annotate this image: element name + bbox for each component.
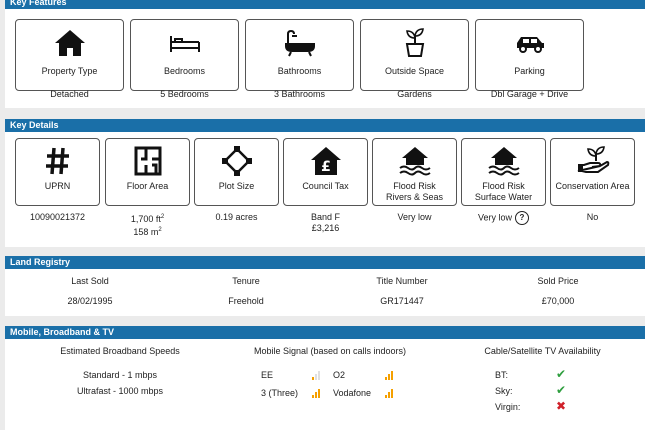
- o2-signal-icon: [385, 370, 395, 380]
- parking-card: [475, 19, 584, 91]
- plot-size-value: 0.19 acres: [215, 212, 258, 222]
- sold-price-header: Sold Price: [537, 276, 579, 286]
- flood-rivers-card: [372, 138, 457, 206]
- signal-bar: [315, 374, 317, 380]
- broadband-standard: Standard - 1 mbps: [82, 370, 158, 380]
- flood-rivers-label: [373, 181, 456, 203]
- floor-area-label: Floor Area: [126, 181, 169, 191]
- signal-bar: [315, 392, 317, 398]
- flood-rivers-label-1: Flood Risk: [393, 181, 436, 191]
- signal-bar: [391, 389, 393, 398]
- three-signal-icon: [312, 388, 322, 398]
- council-tax-band: Band F: [310, 212, 341, 222]
- bathrooms-card: [245, 19, 354, 91]
- house-pound-icon: [284, 145, 367, 177]
- property-type-value: Detached: [50, 89, 89, 99]
- signal-bar: [385, 377, 387, 380]
- floor-plan-icon: [106, 145, 189, 177]
- flood-house-icon: [373, 145, 456, 177]
- flood-surface-card: [461, 138, 546, 206]
- council-tax-amount: £3,216: [311, 223, 340, 233]
- mobile-section: [5, 339, 645, 430]
- tv-provider-virgin: Virgin:: [495, 402, 521, 412]
- flood-rivers-label-2: Rivers & Seas: [385, 192, 444, 202]
- property-type-card: [15, 19, 124, 91]
- bt-check-icon: ✔: [556, 367, 567, 381]
- signal-header: Mobile Signal (based on calls indoors): [253, 346, 407, 356]
- conservation-card: [550, 138, 635, 206]
- flood-rivers-value: Very low: [397, 212, 432, 222]
- vodafone-signal-icon: [385, 388, 395, 398]
- virgin-cross-icon: ✖: [556, 399, 567, 413]
- flood-surface-value: [461, 211, 546, 225]
- flood-surface-label-1: Flood Risk: [482, 181, 525, 191]
- plot-size-label: Plot Size: [218, 181, 255, 191]
- council-tax-card: [283, 138, 368, 206]
- broadband-header: Estimated Broadband Speeds: [60, 346, 180, 356]
- key-details-header: [5, 119, 645, 132]
- conservation-value: No: [586, 212, 599, 222]
- floor-area-card: [105, 138, 190, 206]
- sold-price-value: £70,000: [541, 296, 575, 306]
- signal-bar: [388, 374, 390, 380]
- mobile-title: Mobile, Broadband & TV: [10, 327, 115, 337]
- bedrooms-card: [130, 19, 239, 91]
- plot-size-card: [194, 138, 279, 206]
- council-tax-label: Council Tax: [302, 181, 349, 191]
- land-registry-header: [5, 256, 645, 269]
- signal-bar: [391, 371, 393, 380]
- hand-plant-icon: [551, 145, 634, 177]
- flood-surface-label: [462, 181, 545, 203]
- hash-icon: [16, 145, 99, 177]
- bathrooms-value: 3 Bathrooms: [273, 89, 326, 99]
- bedrooms-value: 5 Bedrooms: [160, 89, 209, 99]
- bathtub-icon: [246, 28, 353, 60]
- signal-bar: [312, 395, 314, 398]
- conservation-label: Conservation Area: [555, 181, 630, 191]
- title-number-value: GR171447: [380, 296, 424, 306]
- bed-icon: [131, 28, 238, 60]
- parking-label: Parking: [514, 66, 545, 76]
- title-number-header: Title Number: [376, 276, 428, 286]
- floor-area-sqft-sup: 2: [160, 214, 165, 220]
- uprn-value: 10090021372: [29, 212, 86, 222]
- outside-space-value: Gardens: [397, 89, 432, 99]
- operator-ee: EE: [261, 370, 274, 380]
- key-details-title: Key Details: [10, 120, 59, 130]
- key-details-section: [5, 132, 645, 247]
- house-icon: [16, 28, 123, 60]
- uprn-card: [15, 138, 100, 206]
- operator-three: 3 (Three): [261, 388, 299, 398]
- bathrooms-label: Bathrooms: [277, 66, 322, 76]
- last-sold-value: 28/02/1995: [67, 296, 113, 306]
- signal-bar: [388, 392, 390, 398]
- sky-check-icon: ✔: [556, 383, 567, 397]
- key-features-header: [5, 0, 645, 9]
- parking-value: Dbl Garage + Drive: [490, 89, 569, 99]
- tenure-header: Tenure: [232, 276, 260, 286]
- mobile-header: [5, 326, 645, 339]
- svg-text:£: £: [320, 159, 331, 175]
- signal-bar: [385, 395, 387, 398]
- floor-area-value: [105, 212, 190, 238]
- floor-area-sqm-sup: 2: [158, 227, 162, 233]
- tenure-value: Freehold: [228, 296, 264, 306]
- operator-o2: O2: [333, 370, 346, 380]
- outside-space-card: [360, 19, 469, 91]
- floor-area-sqft: 1,700 ft: [130, 214, 161, 224]
- outside-space-label: Outside Space: [384, 66, 445, 76]
- flood-surface-value-text: Very low: [477, 212, 512, 223]
- council-tax-value: [283, 212, 368, 234]
- tv-provider-bt: BT:: [495, 370, 509, 380]
- key-features-title: Key Features: [10, 0, 67, 7]
- property-type-label: Property Type: [41, 66, 98, 76]
- key-features-section: [5, 9, 645, 108]
- help-icon[interactable]: ?: [515, 211, 529, 225]
- floor-area-sqm: 158 m: [133, 227, 159, 237]
- tv-header: Cable/Satellite TV Availability: [484, 346, 601, 356]
- operator-vodafone: Vodafone: [333, 388, 372, 398]
- signal-bar: [318, 371, 320, 380]
- last-sold-header: Last Sold: [71, 276, 109, 286]
- tv-provider-sky: Sky:: [495, 386, 513, 396]
- signal-bar: [318, 389, 320, 398]
- flood-house-icon: [462, 145, 545, 177]
- car-icon: [476, 28, 583, 60]
- plant-pot-icon: [361, 28, 468, 60]
- flood-surface-label-2: Surface Water: [474, 192, 533, 202]
- signal-bar: [312, 377, 314, 380]
- bedrooms-label: Bedrooms: [163, 66, 206, 76]
- ee-signal-icon: [312, 370, 322, 380]
- plot-diamond-icon: [195, 145, 278, 177]
- broadband-ultrafast: Ultrafast - 1000 mbps: [76, 386, 164, 396]
- uprn-label: UPRN: [44, 181, 71, 191]
- land-registry-title: Land Registry: [10, 257, 71, 267]
- land-registry-section: [5, 269, 645, 316]
